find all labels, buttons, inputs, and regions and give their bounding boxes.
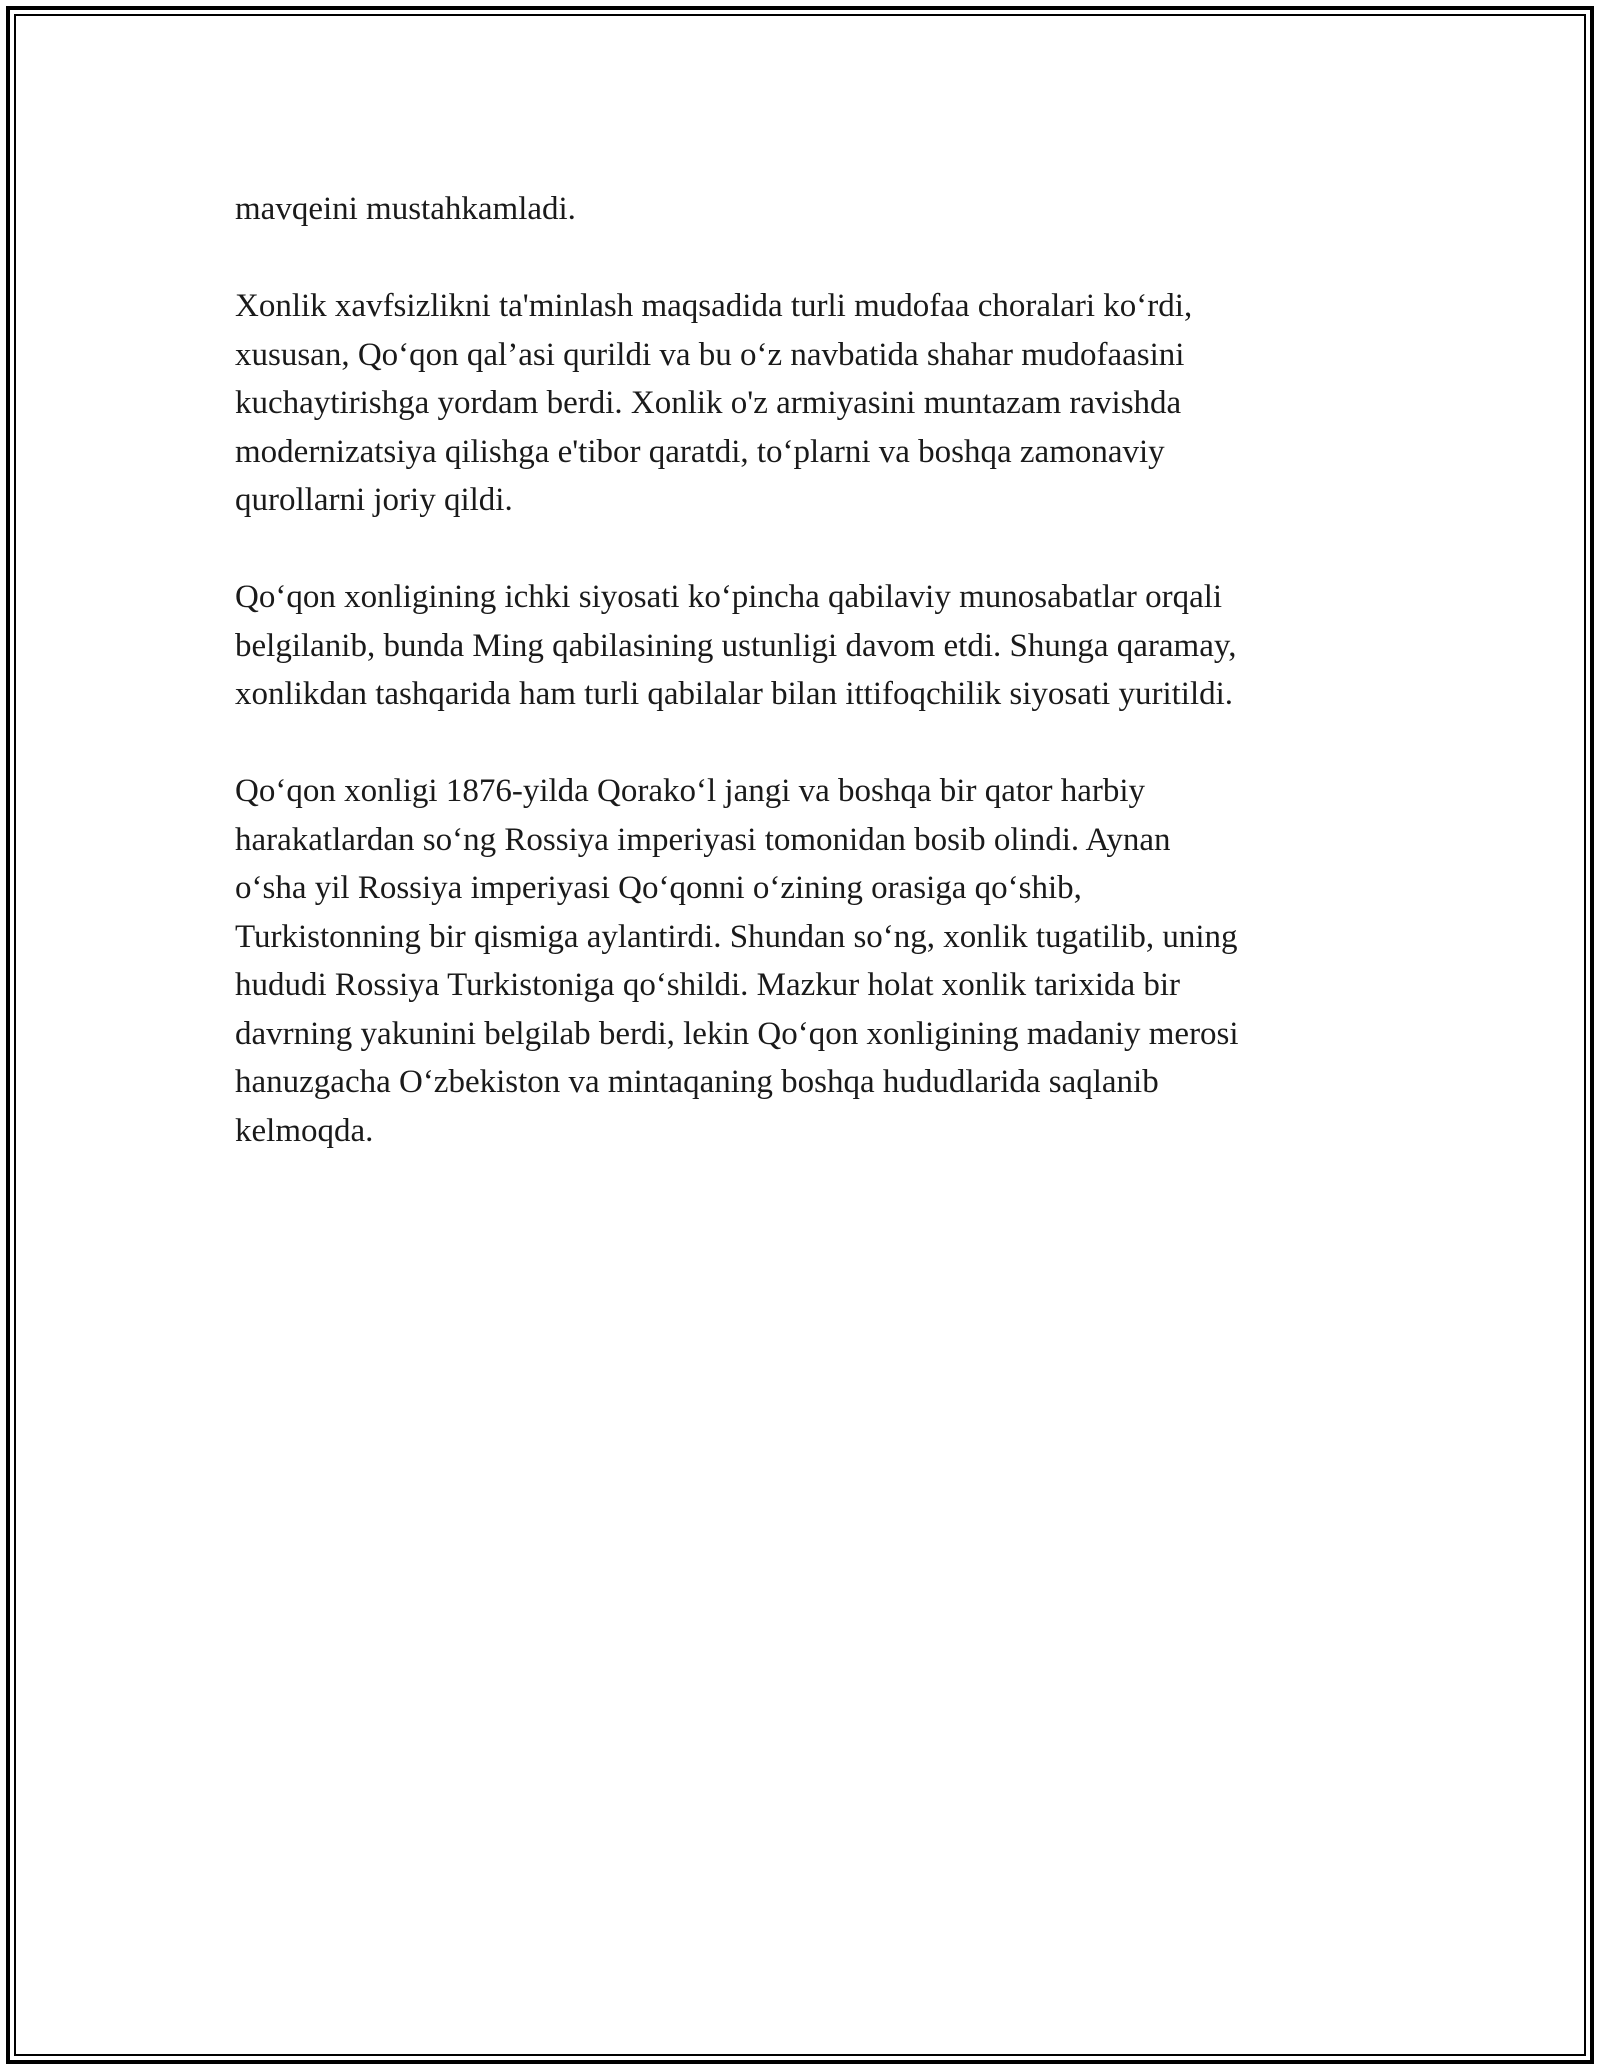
- paragraph-4: Qo‘qon xonligi 1876-yilda Qorako‘l jangi va boshqa bir qator harbiy harakatlardan so‘ng Rossiya imperiyasi tomonidan bosib olindi. Aynan o‘sha yil Rossiya imperiyasi Qo‘qonni o‘zining orasiga qo‘shib, Turkistonning bir qismiga aylantirdi. Shundan so‘ng, xonlik tugatilib, uning hududi Rossiya Turkistoniga qo‘shildi. Mazkur holat xonlik tarixida bir davrning yakunini belgilab berdi, lekin Qo‘qon xonligining madaniy merosi hanuzgacha O‘zbekiston va mintaqaning boshqa hududlarida saqlanib kelmoqda.: [235, 773, 1239, 1149]
- paragraph-2: Xonlik xavfsizlikni ta'minlash maqsadida turli mudofaa choralari ko‘rdi, xususan, Qo‘qon qal’asi qurildi va bu o‘z navbatida shahar mudofaasini kuchaytirishga yordam berdi. Xonlik o'z armiyasini muntazam ravishda modernizatsiya qilishga e'tibor qaratdi, to‘plarni va boshqa zamonaviy qurollarni joriy qildi.: [235, 288, 1193, 518]
- document-body: [235, 185, 1375, 1204]
- paragraph-1: mavqeini mustahkamladi.: [235, 191, 576, 227]
- paragraph-3: Qo‘qon xonligining ichki siyosati ko‘pincha qabilaviy munosabatlar orqali belgilanib, bunda Ming qabilasining ustunligi davom etdi. Shunga qaramay, xonlikdan tashqarida ham turli qabilalar bilan ittifoqchilik siyosati yuritildi.: [235, 579, 1237, 712]
